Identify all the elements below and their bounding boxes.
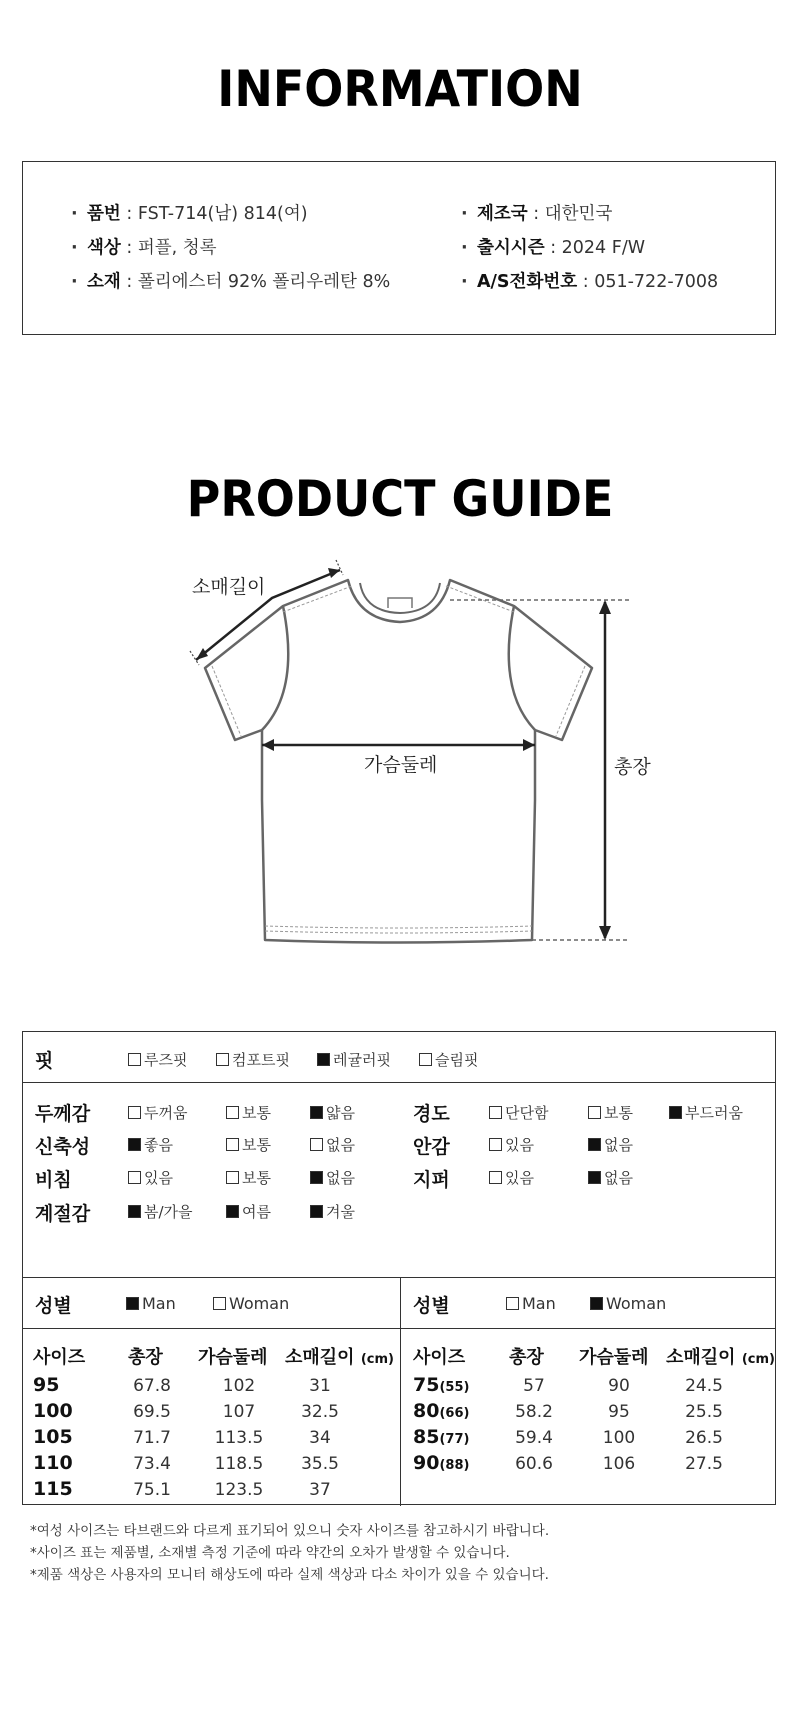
men-cell: 67.8	[133, 1376, 171, 1396]
women-cell: 59.4	[515, 1428, 553, 1448]
men-row-size: 110	[33, 1452, 73, 1474]
product-guide-title: PRODUCT GUIDE	[186, 470, 614, 528]
checkbox-icon	[489, 1171, 502, 1184]
checkbox-icon	[506, 1297, 519, 1310]
men-header-length: 총장	[128, 1347, 163, 1368]
women-cell: 60.6	[515, 1454, 553, 1474]
women-gender-man: Man	[506, 1294, 556, 1313]
men-cell: 102	[222, 1376, 256, 1396]
checkbox-checked-icon	[590, 1297, 603, 1310]
checkbox-checked-icon	[126, 1297, 139, 1310]
men-cell: 118.5	[214, 1454, 264, 1474]
sheer-option: 없음	[310, 1167, 355, 1188]
men-gender-man: Man	[126, 1294, 176, 1313]
men-header-chest: 가슴둘레	[198, 1347, 268, 1368]
stretch-option: 보통	[226, 1134, 271, 1155]
hardness-option: 단단함	[489, 1102, 548, 1123]
women-cell: 27.5	[685, 1454, 723, 1474]
fit-option-slim: 슬림핏	[419, 1049, 478, 1070]
men-cell: 35.5	[301, 1454, 339, 1474]
lining-option: 없음	[588, 1134, 633, 1155]
info-item-season: · 출시시즌 : 2024 F/W	[461, 238, 646, 258]
men-row-size: 100	[33, 1400, 73, 1422]
men-cell: 73.4	[133, 1454, 171, 1474]
women-gender-woman: Woman	[590, 1294, 666, 1313]
fit-label: 핏	[35, 1050, 54, 1072]
zipper-label: 지퍼	[413, 1169, 450, 1191]
stretch-label: 신축성	[35, 1136, 91, 1158]
fit-option-regular: 레귤러핏	[317, 1049, 391, 1070]
women-header-sleeve: 소매길이 (cm)	[666, 1347, 775, 1368]
checkbox-icon	[128, 1106, 141, 1119]
checkbox-icon	[310, 1138, 323, 1151]
note-measurement: *사이즈 표는 제품별, 소재별 측정 기준에 따라 약간의 오차가 발생할 수 있습니다.	[30, 1545, 510, 1561]
hardness-option: 부드러움	[669, 1102, 743, 1123]
thickness-option: 두꺼움	[128, 1102, 187, 1123]
information-box	[22, 161, 776, 335]
hardness-option: 보통	[588, 1102, 633, 1123]
lining-option: 있음	[489, 1134, 534, 1155]
info-item-color: · 색상 : 퍼플, 청록	[71, 238, 217, 258]
checkbox-checked-icon	[310, 1106, 323, 1119]
checkbox-checked-icon	[128, 1138, 141, 1151]
sheer-label: 비침	[35, 1169, 72, 1191]
fit-option-comfort: 컴포트핏	[216, 1049, 290, 1070]
info-item-product-code: · 품번 : FST-714(남) 814(여)	[71, 204, 308, 224]
checkbox-icon	[128, 1171, 141, 1184]
men-cell: 107	[222, 1402, 256, 1422]
women-header-chest: 가슴둘레	[579, 1347, 649, 1368]
men-cell: 75.1	[133, 1480, 171, 1500]
zipper-option: 있음	[489, 1167, 534, 1188]
women-row-size: 80(66)	[413, 1400, 470, 1422]
men-row-size: 105	[33, 1426, 73, 1448]
men-gender-woman: Woman	[213, 1294, 289, 1313]
season-label: 계절감	[35, 1203, 91, 1225]
sheer-option: 있음	[128, 1167, 173, 1188]
stretch-option: 없음	[310, 1134, 355, 1155]
men-cell: 69.5	[133, 1402, 171, 1422]
women-unit: (cm)	[741, 1352, 775, 1367]
checkbox-icon	[226, 1106, 239, 1119]
women-cell: 95	[608, 1402, 630, 1422]
women-cell: 106	[602, 1454, 636, 1474]
women-header-length: 총장	[509, 1347, 544, 1368]
checkbox-checked-icon	[669, 1106, 682, 1119]
women-header-size: 사이즈	[413, 1347, 466, 1368]
checkbox-checked-icon	[588, 1171, 601, 1184]
season-option: 여름	[226, 1201, 271, 1222]
women-cell: 90	[608, 1376, 630, 1396]
checkbox-checked-icon	[310, 1171, 323, 1184]
length-label: 총장	[614, 756, 651, 778]
men-cell: 113.5	[214, 1428, 264, 1448]
lining-label: 안감	[413, 1136, 450, 1158]
women-cell: 58.2	[515, 1402, 553, 1422]
men-row-size: 115	[33, 1478, 73, 1500]
fit-option-loose: 루즈핏	[128, 1049, 187, 1070]
women-row-size: 85(77)	[413, 1426, 470, 1448]
information-title: INFORMATION	[217, 60, 583, 118]
note-size-warning: *여성 사이즈는 타브랜드와 다르게 표기되어 있으니 숫자 사이즈를 참고하시기 바랍니다.	[30, 1523, 550, 1539]
checkbox-icon	[226, 1138, 239, 1151]
thickness-label: 두께감	[35, 1103, 91, 1125]
hardness-label: 경도	[413, 1103, 450, 1125]
men-cell: 123.5	[214, 1480, 264, 1500]
checkbox-icon	[419, 1053, 432, 1066]
men-unit: (cm)	[360, 1352, 394, 1367]
women-cell: 100	[602, 1428, 636, 1448]
women-row-size: 90(88)	[413, 1452, 470, 1474]
men-cell: 71.7	[133, 1428, 171, 1448]
season-option: 겨울	[310, 1201, 355, 1222]
checkbox-icon	[213, 1297, 226, 1310]
women-cell: 25.5	[685, 1402, 723, 1422]
checkbox-checked-icon	[317, 1053, 330, 1066]
spec-table	[22, 1031, 776, 1505]
checkbox-icon	[226, 1171, 239, 1184]
men-cell: 32.5	[301, 1402, 339, 1422]
thickness-option: 얇음	[310, 1102, 355, 1123]
men-gender-label: 성별	[35, 1295, 72, 1317]
season-option: 봄/가을	[128, 1201, 193, 1222]
checkbox-icon	[588, 1106, 601, 1119]
men-cell: 37	[309, 1480, 331, 1500]
checkbox-checked-icon	[588, 1138, 601, 1151]
women-cell: 57	[523, 1376, 545, 1396]
stretch-option: 좋음	[128, 1134, 173, 1155]
women-cell: 26.5	[685, 1428, 723, 1448]
checkbox-icon	[489, 1106, 502, 1119]
checkbox-icon	[128, 1053, 141, 1066]
note-color: *제품 색상은 사용자의 모니터 해상도에 따라 실제 색상과 다소 차이가 있을 수 있습니다.	[30, 1567, 549, 1583]
checkbox-icon	[216, 1053, 229, 1066]
zipper-option: 없음	[588, 1167, 633, 1188]
checkbox-icon	[489, 1138, 502, 1151]
men-header-size: 사이즈	[33, 1347, 86, 1368]
thickness-option: 보통	[226, 1102, 271, 1123]
info-item-origin: · 제조국 : 대한민국	[461, 204, 613, 224]
sleeve-label: 소매길이	[192, 576, 266, 598]
women-gender-label: 성별	[413, 1295, 450, 1317]
sheer-option: 보통	[226, 1167, 271, 1188]
checkbox-checked-icon	[310, 1205, 323, 1218]
info-item-material: · 소재 : 폴리에스터 92% 폴리우레탄 8%	[71, 272, 391, 292]
checkbox-checked-icon	[226, 1205, 239, 1218]
men-header-sleeve: 소매길이 (cm)	[285, 1347, 394, 1368]
women-row-size: 75(55)	[413, 1374, 470, 1396]
info-item-as-phone: · A/S전화번호 : 051-722-7008	[461, 272, 719, 292]
chest-label: 가슴둘레	[364, 754, 438, 776]
men-cell: 31	[309, 1376, 331, 1396]
men-row-size: 95	[33, 1374, 60, 1396]
women-cell: 24.5	[685, 1376, 723, 1396]
men-cell: 34	[309, 1428, 331, 1448]
checkbox-checked-icon	[128, 1205, 141, 1218]
